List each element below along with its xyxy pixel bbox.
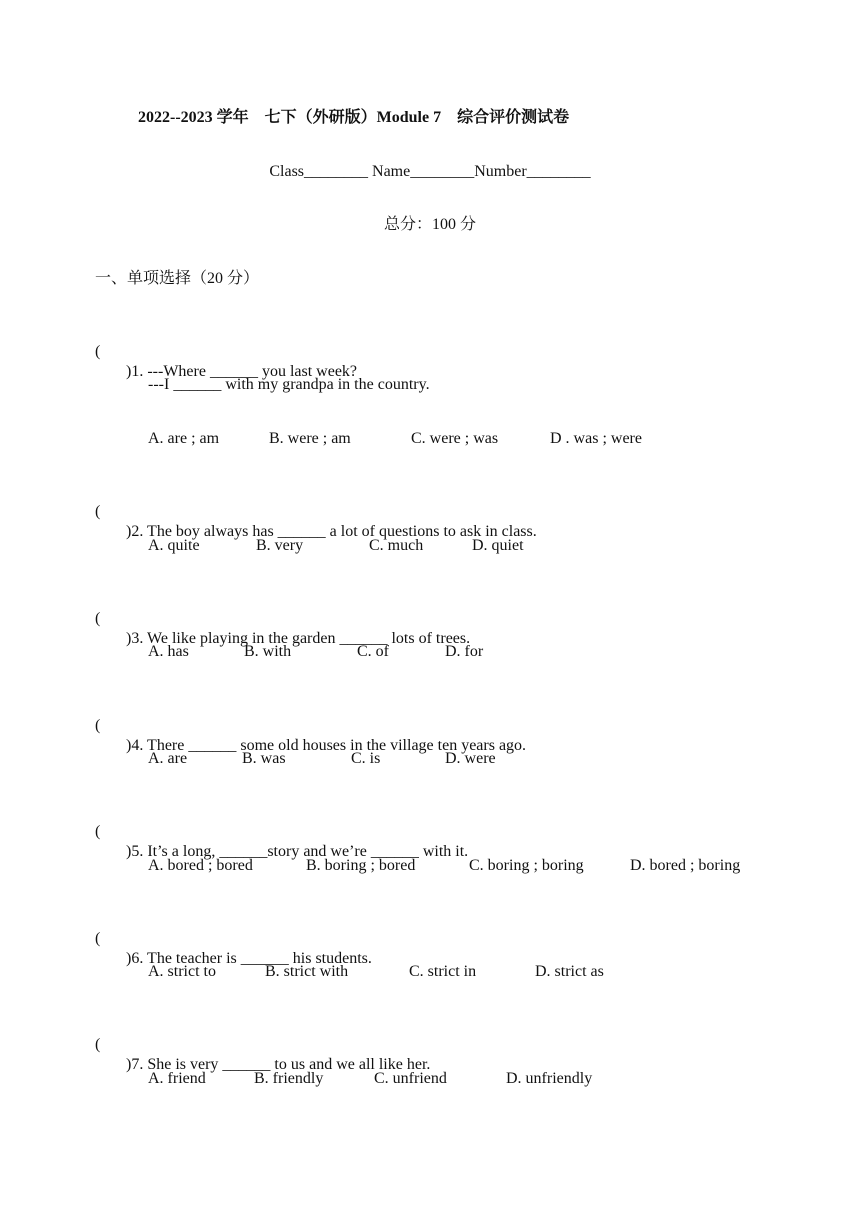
option-b: B. boring ; bored — [306, 857, 416, 874]
answer-paren: ( — [95, 823, 101, 840]
student-info-line: Class________ Name________Number________ — [269, 163, 591, 180]
option-d: D . was ; were — [550, 430, 642, 447]
option-b: B. were ; am — [269, 430, 351, 447]
option-a: A. has — [148, 643, 189, 660]
option-b: B. friendly — [254, 1070, 324, 1087]
option-a: A. are ; am — [148, 430, 220, 447]
option-c: C. of — [357, 643, 389, 660]
option-c: C. boring ; boring — [469, 857, 584, 874]
option-d: D. unfriendly — [506, 1070, 593, 1087]
question-text: )6. The teacher is ______ his students. — [126, 950, 372, 967]
option-c: C. were ; was — [411, 430, 499, 447]
answer-paren: ( — [95, 343, 101, 360]
question-text: )7. She is very ______ to us and we all like her. — [126, 1056, 431, 1073]
question-text: )5. It’s a long, ______story and we’re ______ with it. — [126, 843, 469, 860]
answer-paren: ( — [95, 610, 101, 627]
section-heading: 一、单项选择（20 分） — [95, 270, 260, 287]
question-text: )1. ---Where ______ you last week? — [126, 363, 358, 380]
question-text: )2. The boy always has ______ a lot of questions to ask in class. — [126, 523, 537, 540]
answer-paren: ( — [95, 1036, 101, 1053]
option-c: C. unfriend — [374, 1070, 447, 1087]
total-score: 总分：100 分 — [383, 216, 476, 233]
option-a: A. bored ; bored — [148, 857, 253, 874]
answer-paren: ( — [95, 717, 101, 734]
option-d: D. quiet — [472, 537, 524, 554]
option-a: A. quite — [148, 537, 200, 554]
answer-paren: ( — [95, 930, 101, 947]
option-d: D. were — [445, 750, 496, 767]
option-b: B. strict with — [265, 963, 349, 980]
question-1-response-line: ---I ______ with my grandpa in the country. — [148, 376, 430, 393]
option-c: C. much — [369, 537, 424, 554]
question-7-options — [148, 1069, 593, 1189]
question-text: )3. We like playing in the garden ______ lots of trees. — [126, 630, 471, 647]
option-b: B. with — [244, 643, 292, 660]
question-text: )4. There ______ some old houses in the village ten years ago. — [126, 737, 527, 754]
option-a: A. are — [148, 750, 188, 767]
option-b: B. was — [242, 750, 286, 767]
option-d: D. strict as — [535, 963, 604, 980]
option-d: D. bored ; boring — [630, 857, 741, 874]
option-c: C. is — [351, 750, 381, 767]
option-b: B. very — [256, 537, 304, 554]
option-d: D. for — [445, 643, 484, 660]
exam-title: 2022--2023 学年 七下（外研版）Module 7 综合评价测试卷 — [138, 109, 570, 126]
option-a: A. strict to — [148, 963, 216, 980]
option-a: A. friend — [148, 1070, 206, 1087]
answer-paren: ( — [95, 503, 101, 520]
option-c: C. strict in — [409, 963, 477, 980]
